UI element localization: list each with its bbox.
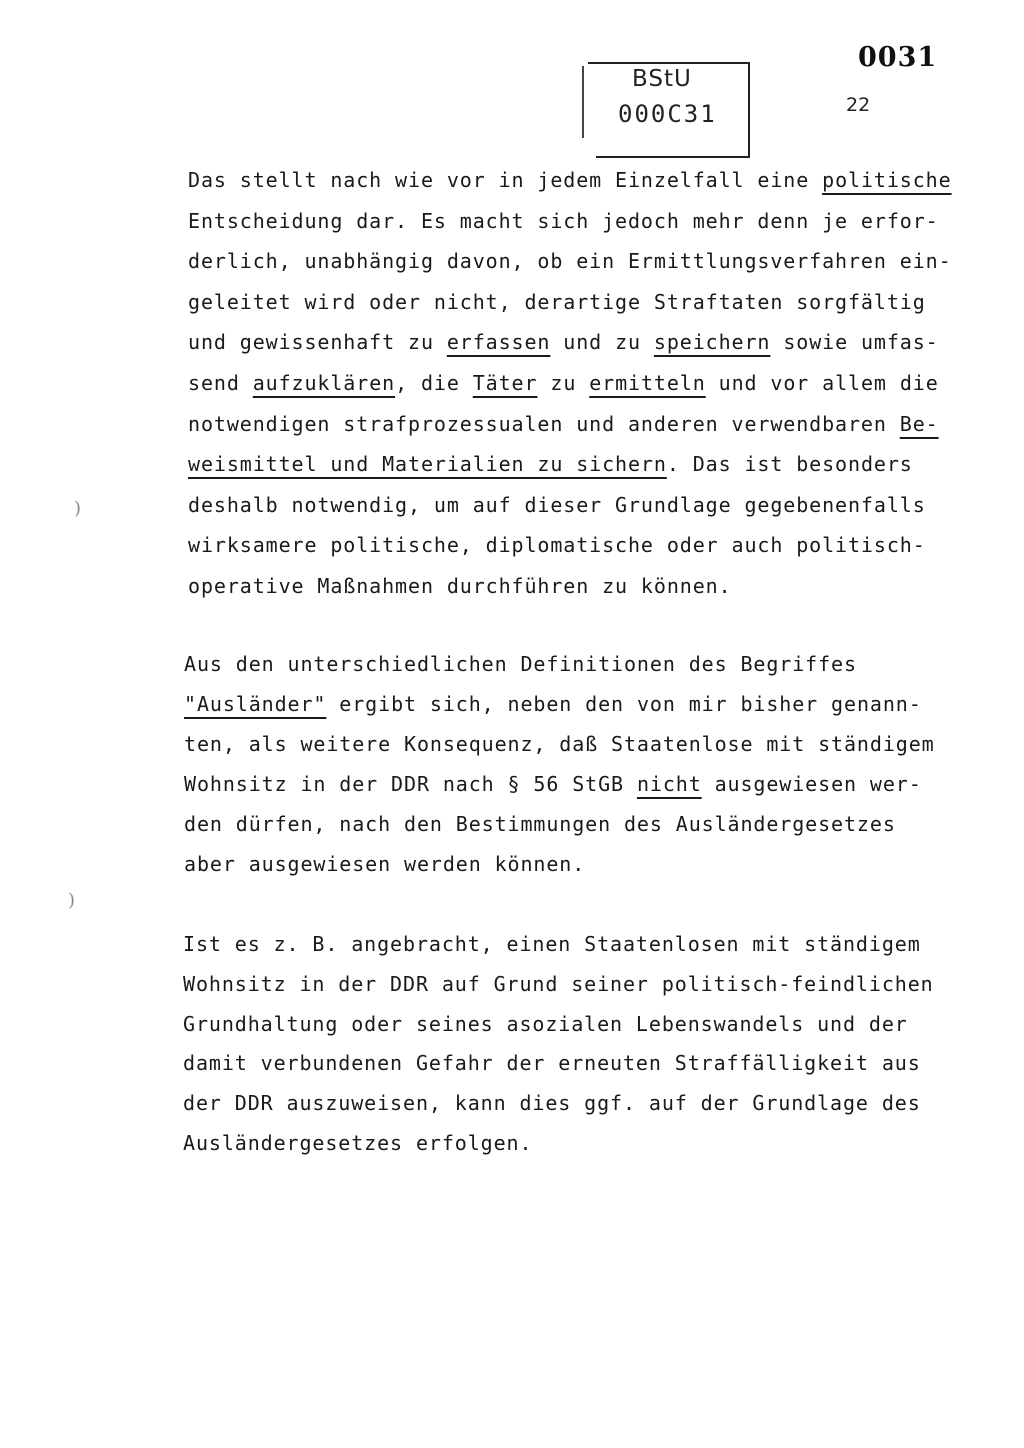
underlined-text: politische — [822, 168, 952, 192]
text-line — [188, 330, 939, 354]
text-line — [188, 412, 939, 436]
underlined-text: Be- — [899, 411, 939, 436]
text-segment: geleitet wird oder nicht, derartige Straftaten sorgfältig — [188, 289, 926, 314]
text-segment: den dürfen, nach den Bestimmungen des Ausländergesetzes — [184, 812, 896, 836]
underlined-text: speichern — [653, 330, 771, 355]
text-segment: und zu — [550, 330, 654, 355]
text-segment: wirksamere politische, diplomatische oder auch politisch- — [188, 533, 926, 558]
text-segment: Wohnsitz in der DDR nach § 56 StGB — [184, 772, 637, 796]
text-line — [188, 452, 913, 476]
text-line — [184, 652, 857, 676]
text-segment: Ist es z. B. angebracht, einen Staatenlosen mit ständigem — [183, 932, 921, 956]
text-line — [184, 692, 922, 716]
margin-mark: ) — [68, 890, 76, 911]
text-segment: Das stellt nach wie vor in jedem Einzelfall eine — [188, 168, 823, 192]
text-segment: aber ausgewiesen werden können. — [184, 852, 586, 876]
text-segment: ausgewiesen wer- — [701, 772, 922, 796]
text-line — [188, 290, 926, 314]
text-line — [188, 168, 952, 192]
text-segment: derlich, unabhängig davon, ob ein Ermittlungsverfahren ein- — [188, 249, 952, 274]
underlined-text: nicht — [636, 772, 702, 796]
text-segment: sowie umfas- — [770, 330, 939, 355]
text-line — [183, 1012, 908, 1036]
margin-mark: ) — [74, 498, 82, 519]
text-line — [188, 249, 952, 273]
text-segment: Wohnsitz in der DDR auf Grund seiner politisch-feindlichen — [183, 971, 934, 996]
text-segment: Grundhaltung oder seines asozialen Lebenswandels und der — [183, 1011, 908, 1036]
text-segment: notwendigen strafprozessualen und anderen verwendbaren — [188, 411, 900, 436]
underlined-text: weismittel und Materialien zu sichern — [188, 452, 667, 477]
text-line — [184, 772, 922, 796]
text-line — [183, 1091, 921, 1115]
underlined-text: ermitteln — [589, 371, 706, 395]
underlined-text: Täter — [472, 371, 538, 395]
stamp-label: BStU — [632, 66, 692, 92]
text-segment: . Das ist besonders — [666, 452, 913, 477]
text-segment: send — [188, 371, 253, 395]
archive-stamp — [582, 62, 750, 158]
text-line — [183, 1131, 532, 1155]
text-segment: ergibt sich, neben den von mir bisher genann- — [326, 692, 922, 716]
text-segment: deshalb notwendig, um auf dieser Grundlage gegebenenfalls — [188, 492, 926, 517]
text-line — [184, 732, 935, 756]
text-line — [188, 574, 732, 598]
text-segment: Aus den unterschiedlichen Definitionen des Begriffes — [184, 652, 857, 676]
text-segment: und vor allem die — [705, 371, 939, 395]
text-segment: und gewissenhaft zu — [188, 330, 447, 355]
text-line — [183, 932, 921, 956]
text-line — [188, 493, 926, 517]
stamp-number: 000C31 — [618, 100, 717, 128]
text-segment: Entscheidung dar. Es macht sich jedoch mehr denn je erfor- — [188, 208, 939, 233]
text-line — [184, 852, 585, 876]
underlined-text: aufzuklären — [252, 371, 396, 395]
text-segment: der DDR auszuweisen, kann dies ggf. auf der Grundlage des — [183, 1091, 921, 1116]
text-line — [188, 209, 939, 233]
text-line — [188, 533, 926, 557]
text-segment: Ausländergesetzes erfolgen. — [183, 1131, 533, 1155]
text-segment: zu — [537, 371, 590, 395]
text-segment: operative Maßnahmen durchführen zu können. — [188, 574, 732, 598]
folio-number: 0031 — [858, 42, 938, 73]
underlined-text: erfassen — [446, 330, 551, 355]
text-line — [183, 972, 934, 996]
text-segment: , die — [395, 371, 473, 395]
text-segment: damit verbundenen Gefahr der erneuten Straffälligkeit aus — [183, 1051, 921, 1076]
page-number: 22 — [846, 94, 871, 116]
text-line — [183, 1051, 921, 1075]
text-line — [188, 371, 939, 395]
text-line — [184, 812, 896, 836]
text-segment: ten, als weitere Konsequenz, daß Staatenlose mit ständigem — [184, 732, 935, 756]
underlined-text: "Ausländer" — [184, 692, 327, 716]
